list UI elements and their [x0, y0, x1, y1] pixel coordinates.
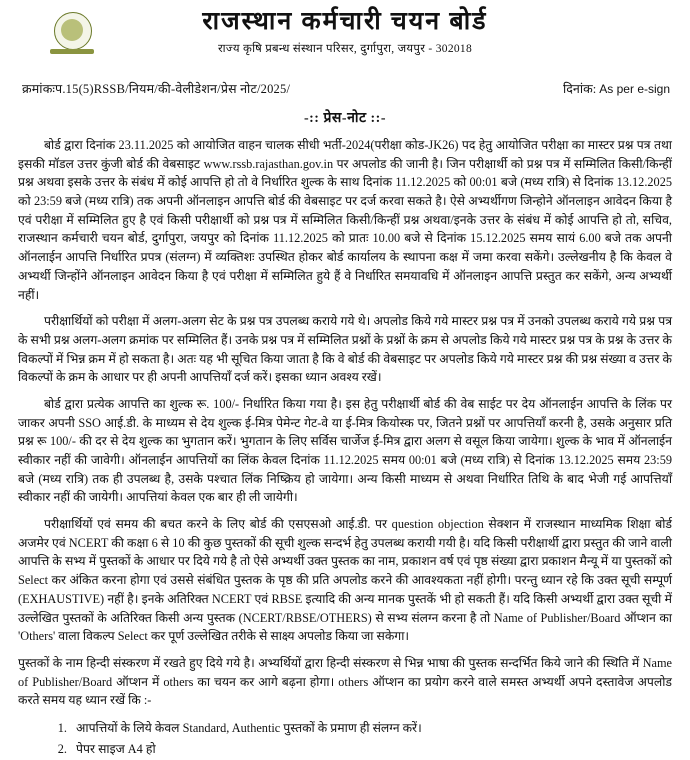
paragraph-2: परीक्षार्थियों को परीक्षा में अलग-अलग सेट के प्रश्न पत्र उपलब्ध कराये गये थे। अपलोड किये गये मास्टर प्रश्न पत्र में उनको उपलब्ध कराये गये प्रश्न पत्र के सभी प्रश्न अलग-अलग क्रमांक पर सम्मिलित हैं। उनके प्रश्न पत्र में सम्मिलित प्रश्नों के प्रश्नों के क्रम से अपलोड किये गये मास्टर प्रश्न पत्र के प्रश्न के उत्तर के विकल्पों में भिन्न क्रम में हो सकता है। अतः यह भी सूचित किया जाता है कि वे बोर्ड की वेबसाइट पर अपलोड किये गये मास्टर प्रश्न की प्रश्न संख्या व उत्तर के विकल्पों के क्रम के आधार पर ही अपनी आपत्तियाँ दर्ज करें। इसका ध्यान अवश्य रखें।: [18, 314, 672, 385]
document-body: [14, 136, 676, 760]
organization-address: राज्य कृषि प्रबन्ध संस्थान परिसर, दुर्गापुरा, जयपुर - 302018: [217, 42, 473, 55]
list-item: 2. पेपर साइज A4 हो: [70, 739, 672, 760]
press-note-title: -:: प्रेस-नोट ::-: [303, 111, 387, 126]
instruction-list: [18, 718, 672, 760]
organization-title: राजस्थान कर्मचारी चयन बोर्ड: [202, 8, 488, 35]
paragraph-1: बोर्ड द्वारा दिनांक 23.11.2025 को आयोजित वाहन चालक सीधी भर्ती-2024(परीक्षा कोड-JK26) पद हेतु आयोजित परीक्षा का मास्टर प्रश्न पत्र तथा इसकी मॉडल उत्तर कुंजी बोर्ड की वेबसाइट www.rssb.rajasthan.gov.in पर अपलोड की जानी है। जिन परीक्षार्थी को प्रश्न पत्र में सम्मिलित किसी/किन्हीं प्रश्न अथवा इसके उत्तर के संबंध में कोई आपत्ति हो तो वे निर्धारित शुल्क के साथ दिनांक 11.12.2025 को 00:01 बजे (मध्य रात्रि) से दिनांक 13.12.2025 को 23:59 बजे (मध्य रात्रि) तक अपनी ऑनलाइन आपत्ति बोर्ड की वेबसाइट पर दर्ज करवा सकते है। ऐसे अभ्यर्थीगण जिन्होने ऑनलाइन आवेदन किया है एवं परीक्षा में सम्मिलित हुए है एवं किसी परीक्षार्थी को प्रश्न पत्र में सम्मिलित किसी/किन्हीं प्रश्न अथवा/इनके उत्तर के संबंध में कोई आपत्ति हो तो, सचिव, राजस्थान कर्मचारी चयन बोर्ड, दुर्गापुरा, जयपुर को दिनांक 11.12.2025 को प्रातः 10.00 बजे से दिनांक 15.12.2025 समय सायं 6.00 बजे तक अपनी ऑनलाईन आपत्ति निर्धारित प्रपत्र (संलग्न) में व्यक्तिशः उपस्थित होकर बोर्ड कार्यालय के स्थापना कक्ष में जमा करवा सकेंगे। उल्लेखनीय है कि केवल वे अभ्यर्थी जिन्होंने ऑनलाइन आवेदन किया है एवं परीक्षा में सम्मिलित हुये हैं वे निर्धारित समयावधि में ऑनलाइन आपत्ति प्रस्तुत कर सकेंगे, अन्य अभ्यर्थी नहीं।: [18, 138, 672, 302]
paragraph-4: परीक्षार्थियों एवं समय की बचत करने के लिए बोर्ड की एसएसओ आई.डी. पर question objection सेक्शन में राजस्थान माध्यमिक शिक्षा बोर्ड अजमेर एवं NCERT की कक्षा 6 से 10 की कुछ पुस्तकों की सूची शुल्क सन्दर्भ हेतु उपलब्ध करायी गयी है। यदि किसी परीक्षार्थी द्वारा प्रस्तुत की जाने वाली आपत्ति के सभ्य में पुस्तकों के आधार पर दिये गये है तो ऐसे अभ्यर्थी उक्त पुस्तक का नाम, प्रकाशन वर्ष एवं पृष्ठ संख्या द्वारा प्रकाशन मैन्यू में या पुस्तकों को Select कर अंकित करना होगा एवं उससे संबंधित पुस्तक के पृष्ठ की प्रति अपलोड करने की आवश्यकता नहीं होगी। परन्तु ध्यान रहे कि उक्त सूची सम्पूर्ण (EXHAUSTIVE) नहीं है। इनके अतिरिक्त NCERT एवं RBSE इत्यादि की अन्य मानक पुस्तकें भी हो सकती हैं। यदि किसी अभ्यर्थी द्वारा उक्त सूची में उल्लेखित पुस्तकों के अतिरिक्त किसी अन्य पुस्तक (NCERT/RBSE/OTHERS) से सभ्य संलग्न करना है तो Name of Publisher/Board ऑप्शन का 'Others' वाला विकल्प Select कर पूर्ण उल्लेखित तरीके से साक्ष्य अपलोड किया जा सकेगा।: [18, 517, 672, 644]
document-header: [14, 6, 676, 68]
rajasthan-state-emblem-icon: [48, 10, 96, 60]
reference-number: क्रमांकःप.15(5)RSSB/नियम/की-वेलीडेशन/प्रेस नोट/2025/: [22, 82, 291, 96]
list-item: 1. आपत्तियों के लिये केवल Standard, Authentic पुस्तकों के प्रमाण ही संलग्न करें।: [70, 718, 672, 739]
date-value: As per e-sign: [599, 82, 670, 96]
paragraph-5: पुस्तकों के नाम हिन्दी संस्करण में रखते हुए दिये गये है। अभ्यर्थियों द्वारा हिन्दी संस्करण से भिन्न भाषा की पुस्तक सन्दर्भित किये जाने की स्थिति में Name of Publisher/Board ऑप्शन में others का चयन कर आगे बढ़ना होगा। others ऑप्शन का प्रयोग करने वाले समस्त अभ्यर्थी अपने दस्तावेज अपलोड करते समय यह ध्यान रखें कि :-: [18, 655, 672, 708]
date-block: [563, 80, 670, 97]
reference-line: [14, 80, 676, 97]
date-label: दिनांक:: [563, 82, 597, 96]
paragraph-3: बोर्ड द्वारा प्रत्येक आपत्ति का शुल्क रू. 100/- निर्धारित किया गया है। इस हेतु परीक्षार्थी बोर्ड की वेब साईट पर देय ऑनलाईन आपत्ति के लिंक पर जाकर अपनी SSO आई.डी. के माध्यम से देय शुल्क ई-मित्र पेमेन्ट गेट-वे या ई-मित्र कियोस्क पर, जितने प्रश्नों पर आपत्तियाँ करनी है, उसके अनुसार प्रति प्रश्न रू 100/- की दर से देय शुल्क का भुगतान करें। भुगतान के लिए सर्विस चार्जेज ई-मित्र द्वारा अलग से वसूल किया जायेगा। शुल्क के भाव में ऑनलाईन स्वीकार नहीं की जावेगी। ऑनलाईन आपत्तियों का लिंक केवल दिनांक 11.12.2025 समय 00:01 बजे (मध्य रात्रि) से दिनांक 13.12.2025 समय 23:59 बजे (मध्य रात्रि) तक ही उपलब्ध है, उसके पश्चात लिंक निष्क्रिय हो जायेगा। अन्य किसी माध्यम से अथवा निर्धारित तिथि के बाद भेजी गई आपत्तियाँ स्वीकार नहीं की जायेगी। आपत्तियां केवल एक बार ही ली जायेगी।: [18, 396, 672, 505]
